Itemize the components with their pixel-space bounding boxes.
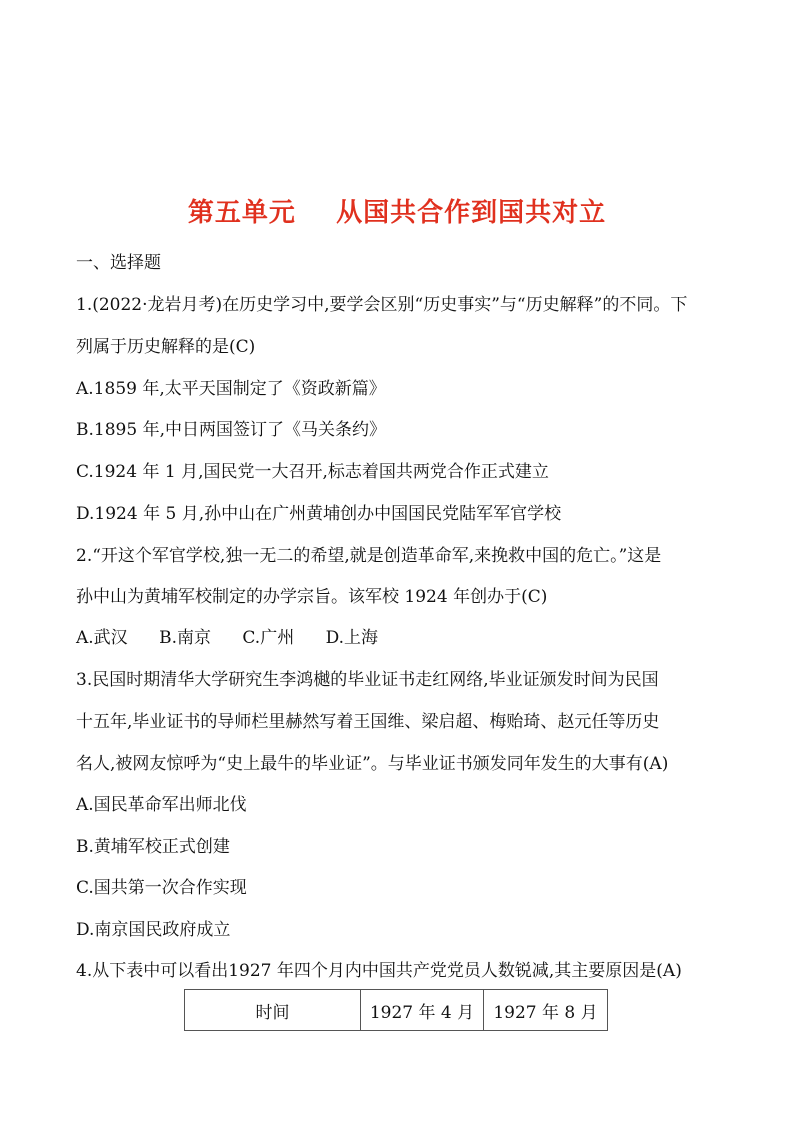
q2-option-b: B.南京 [159,628,211,648]
q1-stem-line1: 1.(2022·龙岩月考)在历史学习中,要学会区别“历史事实”与“历史解释”的不同。下 [76,295,688,315]
q1-option-d: D.1924 年 5 月,孙中山在广州黄埔创办中国国民党陆军军官学校 [76,504,562,524]
q3-option-b: B.黄埔军校正式创建 [76,837,230,857]
section-heading: 一、选择题 [76,253,161,273]
q2-options-row [76,626,726,650]
q3-stem-line1: 3.民国时期清华大学研究生李鸿樾的毕业证书走红网络,毕业证颁发时间为民国 [76,670,659,690]
q3-stem-line3: 名人,被网友惊呼为“史上最牛的毕业证”。与毕业证书颁发同年发生的大事有(A) [76,754,669,774]
table-header-row [185,990,608,1031]
table-header-cell: 时间 [185,990,361,1031]
q2-stem-line2: 孙中山为黄埔军校制定的办学宗旨。该军校 1924 年创办于(C) [76,587,548,607]
table-header-cell: 1927 年 8 月 [484,990,608,1031]
q3-option-d: D.南京国民政府成立 [76,920,231,940]
q2-option-c: C.广州 [242,628,295,648]
q3-option-a: A.国民革命军出师北伐 [76,795,247,815]
q1-stem-line2: 列属于历史解释的是(C) [76,337,256,357]
q1-option-c: C.1924 年 1 月,国民党一大召开,标志着国共两党合作正式建立 [76,462,549,482]
q1-option-a: A.1859 年,太平天国制定了《资政新篇》 [76,379,386,399]
table-header-cell: 1927 年 4 月 [361,990,484,1031]
q4-stem-line1: 4.从下表中可以看出1927 年四个月内中国共产党党员人数锐减,其主要原因是(A) [76,961,682,981]
q1-option-b: B.1895 年,中日两国签订了《马关条约》 [76,420,386,440]
q3-option-c: C.国共第一次合作实现 [76,878,247,898]
q2-option-d: D.上海 [325,628,379,648]
q2-stem-line1: 2.“开这个军官学校,独一无二的希望,就是创造革命军,来挽救中国的危亡。”这是 [76,546,662,566]
q3-stem-line2: 十五年,毕业证书的导师栏里赫然写着王国维、梁启超、梅贻琦、赵元任等历史 [76,712,660,732]
q4-membership-table [184,989,608,1031]
unit-title: 第五单元 从国共合作到国共对立 [187,198,607,228]
q2-option-a: A.武汉 [76,628,128,648]
